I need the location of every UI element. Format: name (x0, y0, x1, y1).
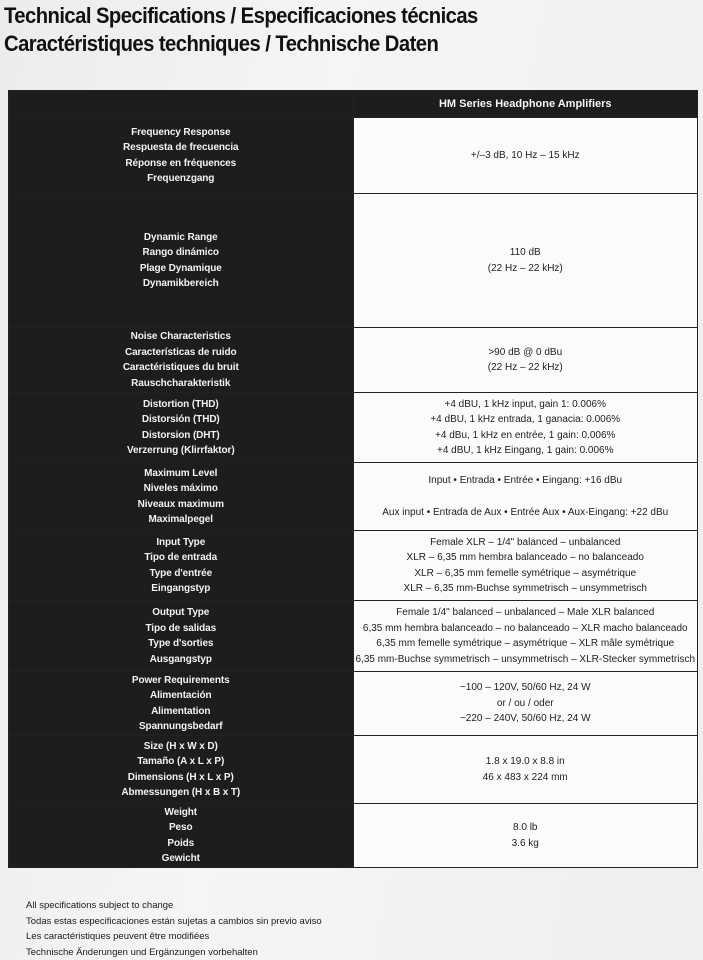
header-corner-cell (9, 91, 354, 118)
spec-label: Plage Dynamique (139, 262, 222, 274)
spec-value: 3.6 kg (511, 837, 539, 849)
spec-label: Tipo de entrada (144, 552, 218, 563)
spec-label: Tipo de salidas (145, 622, 217, 634)
spec-label: Niveles máximo (143, 483, 218, 494)
spec-value: +4 dBU, 1 kHz entrada, 1 ganacia: 0.006% (430, 414, 621, 425)
spec-label: Abmessungen (H x B x T) (121, 787, 241, 798)
spec-label: Dynamic Range (143, 231, 218, 243)
spec-value: Female XLR – 1/4" balanced – unbalanced (430, 536, 621, 548)
spec-value: or / ou / oder (496, 697, 554, 709)
spec-label: Frequenzgang (147, 173, 215, 184)
spec-row-noise-characteristics (9, 328, 698, 393)
spec-label-cell (9, 601, 354, 672)
spec-value-cell (353, 393, 698, 463)
spec-label: Distortion (THD) (142, 398, 219, 410)
spec-value: 8.0 lb (513, 822, 538, 833)
spec-label: Niveaux maximum (137, 498, 224, 510)
spec-label: Rauschcharakteristik (131, 377, 231, 389)
spec-label: Ausgangstyp (149, 653, 212, 665)
spec-label-cell (9, 463, 354, 531)
spec-label: Peso (168, 822, 193, 833)
spec-value: +4 dBU, 1 kHz Eingang, 1 gain: 0.006% (436, 445, 614, 456)
spec-value: +/–3 dB, 10 Hz – 15 kHz (470, 149, 580, 161)
column-header: HM Series Headphone Amplifiers (353, 91, 698, 118)
title-line-1: Technical Specifications / Especificaciones técnicas (4, 3, 478, 28)
spec-value-cell (353, 194, 698, 328)
spec-label: Input Type (156, 536, 206, 548)
spec-label: Size (H x W x D) (143, 740, 218, 752)
footnote-line: Todas estas especificaciones están sujetas a cambios sin previo aviso (26, 915, 322, 927)
spec-row-maximum-level (9, 463, 698, 531)
footnote-line: All specifications subject to change (26, 900, 174, 911)
spec-label: Poids (167, 837, 195, 849)
spec-row-output-type (9, 601, 698, 672)
spec-label: Maximalpegel (148, 514, 213, 525)
spec-label: Noise Characteristics (130, 331, 231, 342)
spec-label: Caractéristiques du bruit (122, 362, 239, 373)
spec-value: 46 x 483 x 224 mm (482, 771, 568, 783)
spec-value-cell (353, 531, 698, 601)
spec-label-cell (9, 194, 354, 328)
spec-row-dynamic-range (9, 194, 698, 328)
spec-label-cell (9, 328, 354, 393)
spec-label: Dynamikbereich (142, 278, 219, 289)
spec-label-cell (9, 393, 354, 463)
spec-value: ~100 – 120V, 50/60 Hz, 24 W (459, 682, 591, 694)
spec-label: Características de ruido (124, 346, 237, 358)
spec-label: Gewicht (161, 853, 200, 864)
spec-label: Frequency Response (131, 126, 231, 138)
footnotes (26, 898, 322, 960)
spec-value-cell (353, 804, 698, 868)
spec-label: Power Requirements (131, 674, 230, 686)
spec-row-frequency-response (9, 118, 698, 194)
spec-label: Alimentación (149, 690, 212, 701)
spec-value-cell (353, 463, 698, 531)
spec-value: +4 dBu, 1 kHz en entrée, 1 gain: 0.006% (435, 429, 616, 441)
spec-value: 6,35 mm-Buchse symmetrisch – unsymmetrisch – XLR-Stecker symmetrisch (355, 653, 696, 665)
title-line-2: Caractéristiques techniques / Technische Daten (4, 31, 439, 56)
spec-label: Weight (164, 806, 198, 818)
spec-label: Eingangstyp (151, 583, 211, 594)
spec-value: 6,35 mm hembra balanceado – no balanceado – XLR macho balanceado (362, 622, 688, 634)
spec-value-cell (353, 118, 698, 194)
spec-label: Verzerrung (Klirrfaktor) (126, 445, 235, 456)
spec-value: (22 Hz – 22 kHz) (487, 362, 563, 373)
spec-row-size (9, 736, 698, 804)
spec-row-distortion (9, 393, 698, 463)
spec-label: Rango dinámico (142, 247, 219, 258)
spec-label: Réponse en fréquences (125, 157, 237, 169)
spec-value-cell (353, 328, 698, 393)
spec-label: Type d'sorties (148, 638, 214, 649)
footnote-line: Les caractéristiques peuvent être modifiées (26, 931, 210, 942)
spec-label: Distorsion (DHT) (141, 429, 220, 441)
spec-value: Input • Entrada • Entrée • Eingang: +16 dBu (428, 474, 623, 486)
spec-label-cell (9, 804, 354, 868)
spec-value: 6,35 mm femelle symétrique – asymétrique – XLR mâle symétrique (376, 638, 675, 649)
spec-label: Output Type (152, 607, 210, 618)
spec-label-cell (9, 672, 354, 736)
spec-label: Tamaño (A x L x P) (137, 756, 225, 767)
spec-value: 110 dB (509, 247, 541, 258)
spec-value: XLR – 6,35 mm-Buchse symmetrisch – unsymmetrisch (403, 583, 647, 594)
spec-value: 1.8 x 19.0 x 8.8 in (485, 756, 565, 767)
spec-label: Spannungsbedarf (138, 721, 223, 732)
spec-label-cell (9, 531, 354, 601)
table-header-row (9, 91, 698, 118)
spec-value: Female 1/4" balanced – unbalanced – Male XLR balanced (396, 607, 655, 618)
specifications-table (8, 90, 698, 868)
spec-label: Distorsión (THD) (141, 414, 220, 425)
spec-value: XLR – 6,35 mm femelle symétrique – asymétrique (414, 567, 637, 579)
spec-row-weight (9, 804, 698, 868)
spec-value-cell (353, 736, 698, 804)
spec-label: Alimentation (151, 705, 211, 717)
footnote-line: Technische Änderungen und Ergänzungen vorbehalten (26, 946, 258, 958)
spec-row-input-type (9, 531, 698, 601)
spec-value: ~220 – 240V, 50/60 Hz, 24 W (459, 713, 591, 725)
spacer (354, 488, 698, 505)
spec-label: Maximum Level (144, 467, 218, 479)
spec-value: >90 dB @ 0 dBu (488, 346, 563, 358)
spec-value: XLR – 6,35 mm hembra balanceado – no balanceado (406, 552, 644, 563)
spec-label: Respuesta de frecuencia (122, 142, 239, 153)
page-title (4, 2, 478, 58)
spec-value: (22 Hz – 22 kHz) (487, 262, 563, 274)
spec-value-cell (353, 601, 698, 672)
spec-label-cell (9, 118, 354, 194)
spec-value: +4 dBU, 1 kHz input, gain 1: 0.006% (444, 398, 606, 410)
spec-row-power-requirements (9, 672, 698, 736)
spec-label-cell (9, 736, 354, 804)
spec-value-cell (353, 672, 698, 736)
spec-label: Type d'entrée (149, 567, 213, 579)
spec-value: Aux input • Entrada de Aux • Entrée Aux • Aux-Eingang: +22 dBu (382, 507, 669, 518)
spec-label: Dimensions (H x L x P) (127, 771, 234, 783)
